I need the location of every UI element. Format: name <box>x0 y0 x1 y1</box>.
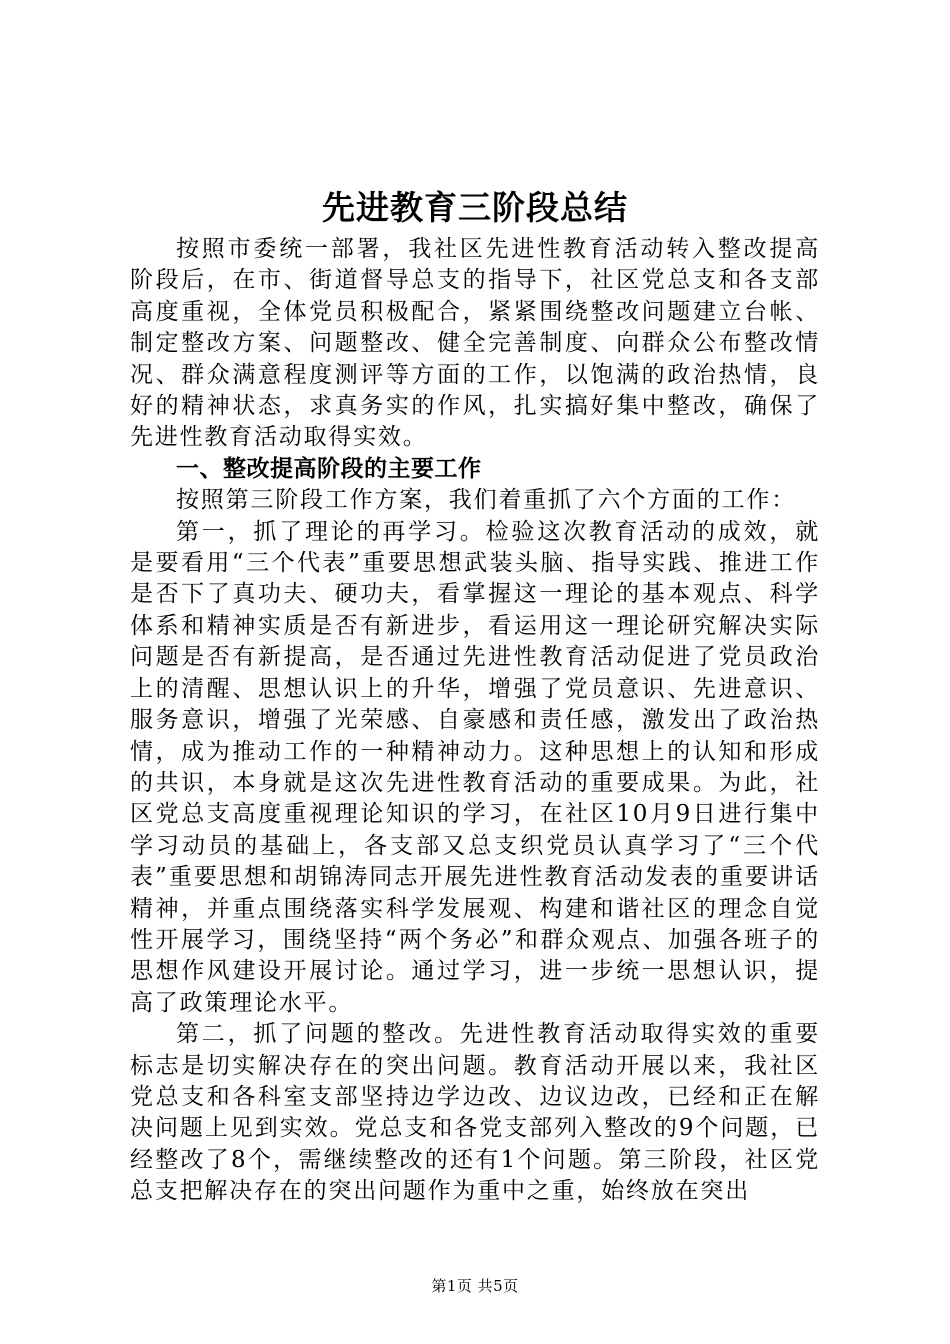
paragraph-first-point: 第一，抓了理论的再学习。检验这次教育活动的成效，就是要看用“三个代表”重要思想武装头脑、指导实践、推进工作是否下了真功夫、硬功夫，看掌握这一理论的基本观点、科学体系和精神实质是否有新进步，看运用这一理论研究解决实际问题是否有新提高，是否通过先进性教育活动促进了党员政治上的清醒、思想认识上的升华，增强了党员意识、先进意识、服务意识，增强了光荣感、自豪感和责任感，激发出了政治热情，成为推动工作的一种精神动力。这种思想上的认知和形成的共识，本身就是这次先进性教育活动的重要成果。为此，社区党总支高度重视理论知识的学习，在社区10月9日进行集中学习动员的基础上，各支部又总支织党员认真学习了“三个代表”重要思想和胡锦涛同志开展先进性教育活动发表的重要讲话精神，并重点围绕落实科学发展观、构建和谐社区的理念自觉性开展学习，围绕坚持“两个务必”和群众观点、加强各班子的思想作风建设开展讨论。通过学习，进一步统一思想认识，提高了政策理论水平。 <box>130 518 820 1016</box>
page-footer: 第1页 共5页 <box>431 1277 519 1295</box>
paragraph-overview: 按照第三阶段工作方案，我们着重抓了六个方面的工作： <box>176 487 796 514</box>
paragraph-second-point: 第二，抓了问题的整改。先进性教育活动取得实效的重要标志是切实解决存在的突出问题。教育活动开展以来，我社区党总支和各科室支部坚持边学边改、边议边改，已经和正在解决问题上见到实效。党总支和各党支部列入整改的9个问题，已经整改了8个，需继续整改的还有1个问题。第三阶段，社区党总支把解决存在的突出问题作为重中之重，始终放在突出 <box>130 1021 820 1205</box>
document-body <box>130 234 820 1208</box>
section-heading-1: 一、整改提高阶段的主要工作 <box>176 455 482 482</box>
paragraph-intro: 按照市委统一部署，我社区先进性教育活动转入整改提高阶段后，在市、街道督导总支的指导下，社区党总支和各支部高度重视，全体党员积极配合，紧紧围绕整改问题建立台帐、制定整改方案、问题整改、健全完善制度、向群众公布整改情况、群众满意程度测评等方面的工作，以饱满的政治热情，良好的精神状态，求真务实的作风，扎实搞好集中整改，确保了先进性教育活动取得实效。 <box>130 236 820 451</box>
document-title: 先进教育三阶段总结 <box>322 188 628 227</box>
